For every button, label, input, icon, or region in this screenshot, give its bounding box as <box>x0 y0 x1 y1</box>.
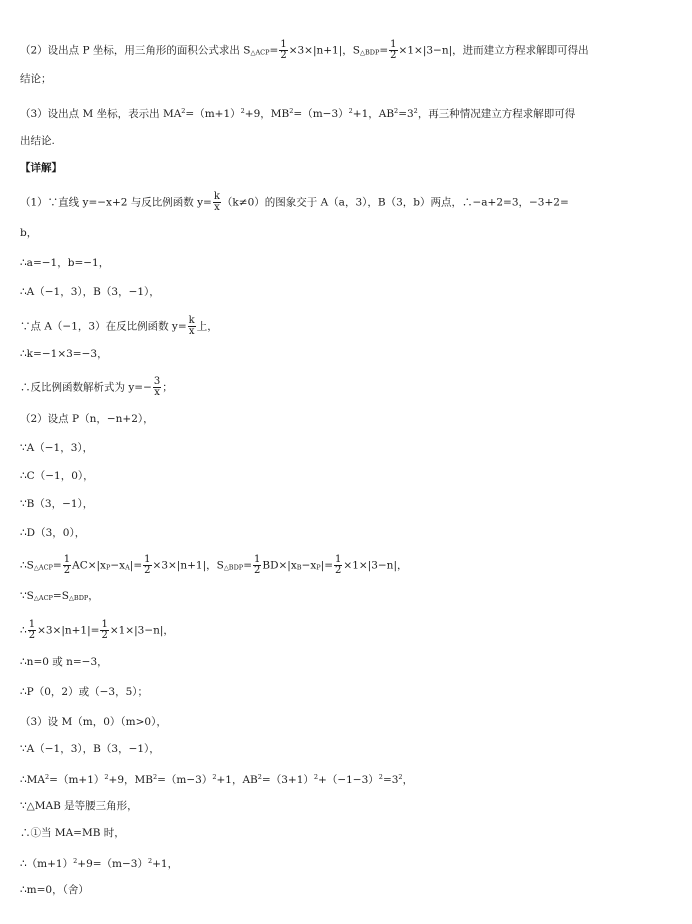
text: （3）设 M（m，0）（m>0）， <box>20 716 167 728</box>
fraction <box>143 555 151 576</box>
solution-line <box>20 685 674 699</box>
text: ×3×|n+1|，S <box>288 44 360 57</box>
text: −x <box>301 559 317 572</box>
text: =3 <box>398 108 414 120</box>
text: +（−1−3） <box>318 774 379 786</box>
numerator: 1 <box>101 619 108 630</box>
text: ， <box>88 590 99 602</box>
text: 上， <box>196 320 218 333</box>
denominator: 2 <box>28 630 36 641</box>
text: =S <box>52 590 69 602</box>
text: +9=（m−3） <box>77 858 148 870</box>
text: =（m−3） <box>293 108 349 120</box>
fraction <box>334 555 342 576</box>
text: ×1×|3−n|，进而建立方程求解即可得出 <box>398 44 589 57</box>
superscript: 2 <box>181 107 186 115</box>
fraction <box>100 620 108 641</box>
superscript: 2 <box>45 773 50 781</box>
denominator: 2 <box>144 565 151 576</box>
solution-line <box>20 799 674 813</box>
subscript: △ACP <box>250 48 270 57</box>
superscript: 2 <box>348 107 353 115</box>
fraction <box>63 555 71 576</box>
text: = <box>52 559 62 572</box>
text: ∴k=−1×3=−3， <box>20 348 108 360</box>
text: 【详解】 <box>20 162 62 174</box>
superscript: 2 <box>378 773 383 781</box>
analysis-part3-cont <box>20 134 674 148</box>
subscript: △ACP <box>33 594 53 602</box>
text: BD×|x <box>262 559 297 572</box>
text: ∴S <box>20 559 34 572</box>
numerator: 3 <box>153 376 161 387</box>
superscript: 2 <box>398 773 403 781</box>
superscript: 2 <box>394 107 399 115</box>
solution-line <box>20 715 674 729</box>
subscript: P <box>105 563 111 572</box>
fraction <box>389 40 397 61</box>
text: +1，AB <box>352 108 395 120</box>
text: = <box>379 44 389 57</box>
solution-line <box>20 441 674 455</box>
superscript: 2 <box>104 773 109 781</box>
solution-line <box>20 526 674 540</box>
superscript: 2 <box>240 107 245 115</box>
text: =3 <box>382 774 399 786</box>
superscript: 2 <box>289 107 294 115</box>
superscript: 2 <box>212 773 217 781</box>
text: ∴反比例函数解析式为 y=− <box>20 381 152 394</box>
text: ∴ <box>20 624 27 637</box>
solution-line <box>20 770 674 787</box>
numerator: 1 <box>280 39 287 50</box>
text: ∴n=0 或 n=−3， <box>20 656 108 668</box>
solution-area-line <box>20 555 674 576</box>
text: =（m+1） <box>185 108 241 120</box>
superscript: 2 <box>147 857 153 865</box>
subscript: A <box>125 563 130 572</box>
denominator: x <box>214 202 220 213</box>
solution-line <box>20 742 674 756</box>
text: ∵A（−1，3）， <box>20 442 94 454</box>
text: +9，MB <box>108 774 153 786</box>
solution-line <box>20 497 674 511</box>
text: ∴（m+1） <box>20 858 74 870</box>
text: AC×|x <box>72 559 106 572</box>
solution-line <box>20 854 674 871</box>
fraction <box>188 316 196 337</box>
numerator: k <box>213 191 220 202</box>
solution-line <box>20 589 674 605</box>
text: |= <box>129 559 143 572</box>
fraction <box>279 40 287 61</box>
solution-line <box>20 377 674 398</box>
solution-part1-line <box>20 192 674 213</box>
fraction <box>253 555 261 576</box>
solution-line <box>20 256 674 270</box>
text: ∴m=0，（舍） <box>20 884 89 896</box>
denominator: 2 <box>254 565 261 576</box>
subscript: △BDP <box>68 594 89 602</box>
text: ∴C（−1，0）， <box>20 470 94 482</box>
text: ∵A（−1，3），B（3，−1）， <box>20 743 160 755</box>
text: 出结论. <box>20 135 55 147</box>
solution-line <box>20 469 674 483</box>
subscript: △BDP <box>223 563 244 572</box>
solution-line <box>20 826 674 840</box>
subscript: △ACP <box>33 563 53 572</box>
text: +1， <box>152 858 179 870</box>
text: +9，MB <box>244 108 290 120</box>
text: （k≠0）的图象交于 A（a，3），B（3，b）两点，∴−a+2=3，−3+2= <box>221 196 569 209</box>
text: ∴a=−1，b=−1， <box>20 257 110 269</box>
text: ∴P（0，2）或（−3，5）； <box>20 686 149 698</box>
analysis-part2-line <box>20 40 674 61</box>
denominator: x <box>154 387 160 398</box>
text: ×1×|3−n|， <box>343 559 408 572</box>
fraction <box>28 620 36 641</box>
text: +1，AB <box>216 774 258 786</box>
text: = <box>269 44 279 57</box>
superscript: 2 <box>152 773 158 781</box>
numerator: 1 <box>254 554 261 565</box>
subscript: △BDP <box>359 48 380 57</box>
text: ， <box>402 774 414 786</box>
text: ∵B（3，−1）， <box>20 498 94 510</box>
denominator: 2 <box>280 50 287 61</box>
solution-line <box>20 285 674 299</box>
text: 结论； <box>20 73 52 85</box>
text: =（m+1） <box>49 774 105 786</box>
denominator: 2 <box>335 565 342 576</box>
text: ×1×|3−n|， <box>109 624 174 637</box>
numerator: 1 <box>63 554 71 565</box>
denominator: 2 <box>101 630 108 641</box>
text: b， <box>20 227 38 239</box>
analysis-part2-cont <box>20 72 674 86</box>
text: ×3×|n+1|= <box>37 624 100 637</box>
solution-line <box>20 347 674 361</box>
denominator: 2 <box>63 565 71 576</box>
superscript: 2 <box>413 107 418 115</box>
text: ×3×|n+1|，S <box>152 559 224 572</box>
text: （1）∵直线 y=−x+2 与反比例函数 y= <box>20 196 212 209</box>
solution-line <box>20 316 674 337</box>
text: （2）设出点 P 坐标，用三角形的面积公式求出 S <box>20 44 251 57</box>
solution-line <box>20 655 674 669</box>
text: ； <box>162 381 173 394</box>
text: ∴D（3，0）， <box>20 527 86 539</box>
denominator: 2 <box>390 50 397 61</box>
text: ∴MA <box>20 774 46 786</box>
solution-line <box>20 883 674 897</box>
fraction <box>153 377 161 398</box>
subscript: P <box>316 563 321 572</box>
text: ∴①当 MA=MB 时， <box>20 827 125 839</box>
numerator: 1 <box>144 554 151 565</box>
text: （2）设点 P（n，−n+2）， <box>20 413 154 425</box>
numerator: 1 <box>28 619 36 630</box>
superscript: 2 <box>257 773 262 781</box>
text: =（3+1） <box>261 774 314 786</box>
subscript: B <box>296 563 302 572</box>
analysis-part3-line <box>20 104 674 121</box>
text: ∵S <box>20 590 34 602</box>
numerator: 1 <box>390 39 397 50</box>
fraction <box>213 192 221 213</box>
superscript: 2 <box>73 857 78 865</box>
text: =（m−3） <box>157 774 213 786</box>
text: ∴A（−1，3），B（3，−1）， <box>20 286 160 298</box>
superscript: 2 <box>313 773 319 781</box>
text: −x <box>110 559 126 572</box>
text: （3）设出点 M 坐标，表示出 MA <box>20 108 182 120</box>
text: = <box>243 559 252 572</box>
text: |= <box>320 559 334 572</box>
section-heading-detail <box>20 161 674 175</box>
text: ∵△MAB 是等腰三角形， <box>20 800 138 812</box>
numerator: k <box>188 315 195 326</box>
text: ∵点 A（−1，3）在反比例函数 y= <box>20 320 187 333</box>
solution-line <box>20 226 674 240</box>
solution-line <box>20 620 674 641</box>
denominator: x <box>188 326 195 337</box>
numerator: 1 <box>335 554 342 565</box>
text: ，再三种情况建立方程求解即可得 <box>417 108 576 120</box>
solution-line <box>20 412 674 426</box>
